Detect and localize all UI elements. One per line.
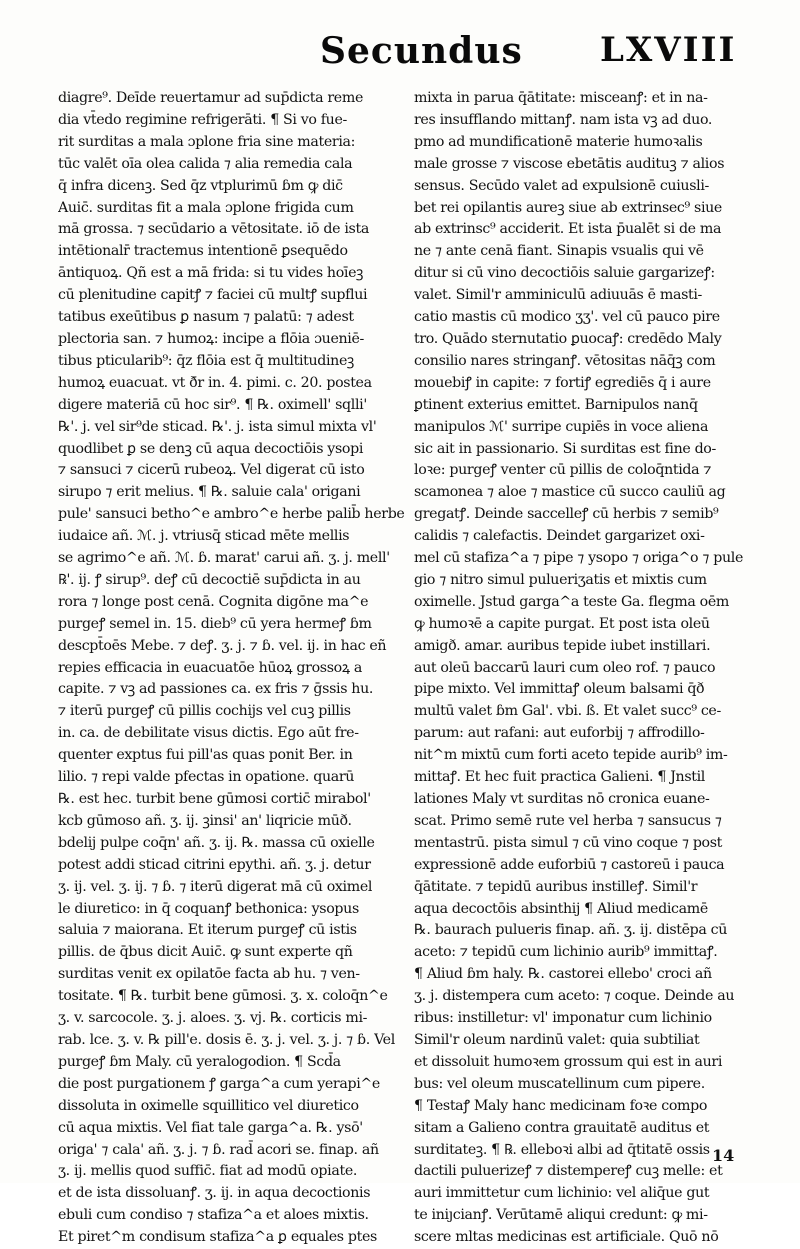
text-line: ʒ. ij. mellis quod suffic̄. fiat ad modū opiate.: [58, 1163, 358, 1180]
text-line: loꝛe: purgeꝭ venter cū pillis de coloq̄ntida ⁊: [414, 462, 712, 479]
text-line: sensus. Secūdo valet ad expulsionē cuiusli-: [414, 177, 709, 194]
text-line: saluia ⁊ maiorana. Et iterum purgeꝭ cū istis: [58, 922, 357, 939]
text-line: tatibus exeūtibus ꝑ nasum ⁊ palatū: ⁊ adest: [58, 309, 354, 326]
text-line: rit surditas a mala ɔplone fria sine materia:: [58, 133, 356, 150]
text-line: ab extrinsc⁹ acciderit. Et ista p̄ualēt si de ma: [414, 221, 722, 238]
text-line: sitam a Galieno contra grauitatē auditus et: [414, 1119, 710, 1136]
text-line: ℞'. j. vel sir⁹de sticad. ℞'. j. ista simul mixta vl': [58, 418, 377, 435]
text-line: origa' ⁊ cala' añ. ʒ. j. ⁊ ɓ. rad̄ acori se. finap. añ: [58, 1141, 379, 1158]
text-line: repies efficacia in euacuatōe hūoꝝ grossoꝝ a: [58, 659, 362, 676]
text-line: gio ⁊ nitro simul pulueriʒatis et mixtis cum: [414, 571, 707, 588]
text-line: die post purgationem ꝭ garga^a cum yerapi^e: [58, 1075, 380, 1092]
text-line: humoꝝ euacuat. vt ð̄r in. 4. pimi. c. 20. postea: [58, 374, 372, 391]
text-line: quodlibet ꝑ se denꝫ cū aqua decoctiōis ysopi: [58, 440, 364, 457]
text-line: sic ait in passionario. Si surditas est fine do-: [414, 440, 716, 457]
text-line: ne ⁊ ante cenā fiant. Sinapis vsualis qui vē: [414, 243, 704, 260]
text-line: ebuli cum condiso ⁊ stafiza^a et aloes mixtis.: [58, 1207, 369, 1224]
text-line: Auic̄. surditas fit a mala ɔplone frigida cum: [58, 199, 354, 216]
text-line: capite. ⁊ vꝫ ad passiones ca. ex fris ⁊ ḡssis hu.: [58, 681, 374, 698]
text-line: calidis ⁊ calefactis. Deindet gargarizet oxi-: [414, 528, 705, 545]
text-line: scamonea ⁊ aloe ⁊ mastice cū succo cauliū ag: [414, 484, 726, 501]
text-line: kcb gūmoso añ. ʒ. ij. ꝫinsi' an' liqricie mūð.: [58, 812, 352, 829]
text-line: mā grossa. ⁊ secūdario a vētositate. iō de ista: [58, 221, 369, 238]
text-line: Simil'r oleum nardinū valet: quia subtiliat: [414, 1031, 700, 1048]
text-line: ⁊ sansuci ⁊ cicerū rubeoꝝ. Vel digerat cū isto: [58, 462, 365, 479]
text-line: parum: aut rafani: aut euforbij ⁊ affrodillo-: [414, 725, 705, 742]
text-line: surditas venit ex opilatōe facta ab hu. ⁊ ven-: [58, 966, 360, 983]
text-line: cū plenitudine capitꝭ ⁊ faciei cū multꝭ supflui: [58, 287, 368, 304]
text-line: male grosse ⁊ viscose ebetātis audituꝫ ⁊ alios: [414, 155, 725, 172]
text-line: dissoluta in oximelle squillitico vel diuretico: [58, 1097, 359, 1114]
text-line: le diuretico: in q̄ coquanꝭ bethonica: ysopus: [58, 900, 359, 917]
text-line: Et piret^m condisum stafiza^a ꝑ equales ptes: [58, 1229, 377, 1246]
text-line: nit^m mixtū cum forti aceto tepide aurib⁹ im-: [414, 747, 728, 764]
text-line: q̄ātitate. ⁊ tepidū auribus instilleꝭ. Simil'r: [414, 878, 698, 895]
text-line: rora ⁊ longe post cenā. Cognita digōne ma^e: [58, 593, 369, 610]
text-line: lilio. ⁊ repi valde pfectas in opatione. quarū: [58, 769, 355, 786]
text-line: mittaꝭ. Et hec fuit practica Galieni. ¶ Jnstil: [414, 769, 705, 786]
text-line: mentastrū. pista simul ⁊ cū vino coque ⁊ post: [414, 834, 723, 851]
text-line: digere materiā cū hoc sir⁹. ¶ ℞. oximell' sqlli': [58, 396, 367, 413]
text-line: auri immittetur cum lichinio: vel aliq̄ue gut: [414, 1185, 710, 1202]
text-line: surditateꝫ. ¶ ℞. elleboꝛi albi ad q̄titatē ossis: [414, 1141, 710, 1158]
text-line: consilio nares stringanꝭ. vētositas nāq̄ꝫ com: [414, 352, 716, 369]
text-line: catio mastis cū modico ʒʒ'. vel cū pauco pire: [414, 309, 720, 326]
text-line: pmo ad mundificationē materie humoꝛalis: [414, 133, 703, 150]
text-line: quenter exptus fui pill'as quas ponit Ber. in: [58, 747, 353, 764]
text-line: gregatꝭ. Deinde saccelleꝭ cū herbis ⁊ semib⁹: [414, 506, 719, 523]
text-line: pipe mixto. Vel immittaꝭ oleum balsami q̄ð: [414, 681, 705, 698]
page-number: 14: [712, 1146, 735, 1165]
text-line: ʒ. v. sarcocole. ʒ. j. aloes. ʒ. vj. ℞. corticis mi-: [58, 1010, 368, 1027]
text-line: ʒ. ij. vel. ʒ. ij. ⁊ ɓ. ⁊ iterū digerat mā cū oximel: [58, 878, 373, 895]
text-line: manipulos ℳ' surripe cupiēs in voce aliena: [414, 418, 709, 435]
text-line: amigð. amar. auribus tepide iubet instillari.: [414, 637, 711, 654]
text-line: oximelle. Jstud garga^a teste Ga. flegma oēm: [414, 593, 730, 610]
text-line: te iniȷcianꝭ. Verūtamē aliqui credunt: ꝙ mi-: [414, 1207, 708, 1224]
text-line: bdelij pulpe coq̄n' añ. ʒ. ij. ℞. massa cū oxielle: [58, 834, 375, 851]
text-line: mixta in parua q̄ātitate: misceanꝭ: et in na-: [414, 90, 708, 106]
text-line: lationes Maly vt surditas nō cronica euane-: [414, 791, 710, 807]
text-line: descpt̄oēs Mebe. ⁊ deꝭ. ʒ. j. ⁊ ɓ. vel. ij. in hac eñ: [58, 637, 387, 654]
text-line: rab. lce. ʒ. v. ℞ pill'e. dosis ē. ʒ. j. vel. ʒ. j. ⁊ ɓ. Vel: [58, 1031, 395, 1048]
text-line: dactili puluerizeꝭ ⁊ distempereꝭ cuꝫ melle: et: [414, 1163, 723, 1180]
right-text-column: [414, 88, 778, 1249]
text-line: ¶ Testaꝭ Maly hanc medicinam foꝛe compo: [414, 1097, 708, 1114]
text-line: iudaice añ. ℳ. j. vtriusq̄ sticad mēte mellis: [58, 528, 350, 545]
text-line: aqua decoctōis absinthij ¶ Aliud medicamē: [414, 900, 708, 917]
text-line: ꝙ humoꝛē a capite purgat. Et post ista oleū: [414, 615, 710, 632]
text-line: ditur si cū vino decoctiōis saluie gargarizeꝭ:: [414, 265, 715, 282]
page-header: [0, 22, 800, 82]
text-line: sirupo ⁊ erit melius. ¶ ℞. saluie cala' origani: [58, 484, 361, 501]
text-line: dia vt̄edo regimine refrigerāti. ¶ Si vo fue-: [58, 111, 347, 128]
text-line: et dissoluit humoꝛem grossum qui est in auri: [414, 1053, 723, 1070]
text-line: se agrimo^e añ. ℳ. ɓ. marat' carui añ. ʒ. j. mell': [58, 550, 390, 567]
text-line: plectoria san. ⁊ humoꝝ: incipe a flōia ɔueniē-: [58, 330, 364, 347]
text-line: bus: vel oleum muscatellinum cum pipere.: [414, 1075, 705, 1092]
text-line: diagre⁹. Deīde reuertamur ad sup̄dicta reme: [58, 90, 363, 106]
text-line: scat. Primo semē rute vel herba ⁊ sansucus ⁊: [414, 812, 722, 829]
text-line: āntiquoꝝ. Qñ est a mā frida: si tu vides hoīeꝫ: [58, 265, 364, 282]
text-line: cū aqua mixtis. Vel fiat tale garga^a. ℞. ysō': [58, 1119, 363, 1136]
text-line: ℞. baurach pulueris finap. añ. ʒ. ij. distēpa cū: [414, 922, 728, 939]
text-line: scere mltas medicinas est artificiale. Quō nō: [414, 1229, 719, 1246]
text-line: pillis. de q̄bus dicit Auic̄. ꝙ sunt experte qñ: [58, 944, 353, 961]
text-line: multū valet ɓm Gal'. vbi. ß. Et valet succ⁹ ce-: [414, 703, 721, 720]
text-line: mouebiꝭ in capite: ⁊ fortiꝭ egrediēs q̄ i aure: [414, 374, 711, 391]
text-line: ꝑtinent exterius emittet. Barnipulos nanq̄: [414, 396, 698, 413]
folio-number: LXVIII: [600, 30, 737, 70]
text-line: res insufflando mittanꝭ. nam ista vꝫ ad duo.: [414, 111, 713, 128]
running-title: Secundus: [320, 30, 523, 72]
text-line: intētionalr̄ tractemus intentionē ꝑsequēdo: [58, 243, 348, 260]
text-line: ribus: instilletur: vl' imponatur cum lichinio: [414, 1010, 712, 1027]
text-line: q̄ infra dicenꝫ. Sed q̄z vtplurimū ɓm ꝙ dic̄: [58, 177, 343, 194]
text-line: purgeꝭ ɓm Maly. cū yeralogodion. ¶ Scd̄a: [58, 1053, 341, 1070]
text-line: valet. Simil'r amminiculū adiuuās ē masti-: [414, 287, 702, 304]
text-line: ¶ Aliud ɓm haly. ℞. castorei ellebo' croci añ: [414, 966, 712, 983]
text-line: mel cū stafiza^a ⁊ pipe ⁊ ysopo ⁊ origa^o ⁊ pule: [414, 550, 744, 567]
text-line: in. ca. de debilitate visus dictis. Ego aūt fre-: [58, 725, 359, 742]
text-line: aceto: ⁊ tepidū cum lichinio aurib⁹ immittaꝭ.: [414, 944, 718, 961]
text-line: tūc valēt oīa olea calida ⁊ alia remedia cala: [58, 155, 353, 172]
text-line: et de ista dissoluanꝭ. ʒ. ij. in aqua decoctionis: [58, 1185, 371, 1202]
text-line: ℞. est hec. turbit bene gūmosi cortic̄ mirabol': [58, 791, 371, 807]
text-line: tositate. ¶ ℞. turbit bene gūmosi. ʒ. x. coloq̄n^e: [58, 988, 388, 1005]
text-line: pule' sansuci betho^e ambro^e herbe palib̄ herbe: [58, 506, 405, 523]
text-line: expressionē adde euforbiū ⁊ castoreū i pauca: [414, 856, 725, 873]
text-line: potest addi sticad citrini epythi. añ. ʒ. j. detur: [58, 856, 371, 873]
text-line: ℞'. ij. ꝭ sirup⁹. deꝭ cū decoctiē sup̄dicta in au: [58, 571, 361, 588]
text-line: aut oleū baccarū lauri cum oleo rof. ⁊ pauco: [414, 659, 716, 676]
text-line: ⁊ iterū purgeꝭ cū pillis cochijs vel cuꝫ pillis: [58, 703, 351, 720]
text-line: tro. Quādo sternutatio ꝑuocaꝭ: credēdo Maly: [414, 330, 722, 347]
text-line: purgeꝭ semel in. 15. dieb⁹ cū yera hermeꝭ ɓm: [58, 615, 372, 632]
text-line: tibus pticularib⁹: q̄z flōia est q̄ multitudineꝫ: [58, 352, 354, 369]
text-line: ʒ. j. distempera cum aceto: ⁊ coque. Deinde au: [414, 988, 735, 1005]
text-line: bet rei opilantis aureꝫ siue ab extrinsec⁹ siue: [414, 199, 722, 216]
left-text-column: [58, 88, 418, 1249]
